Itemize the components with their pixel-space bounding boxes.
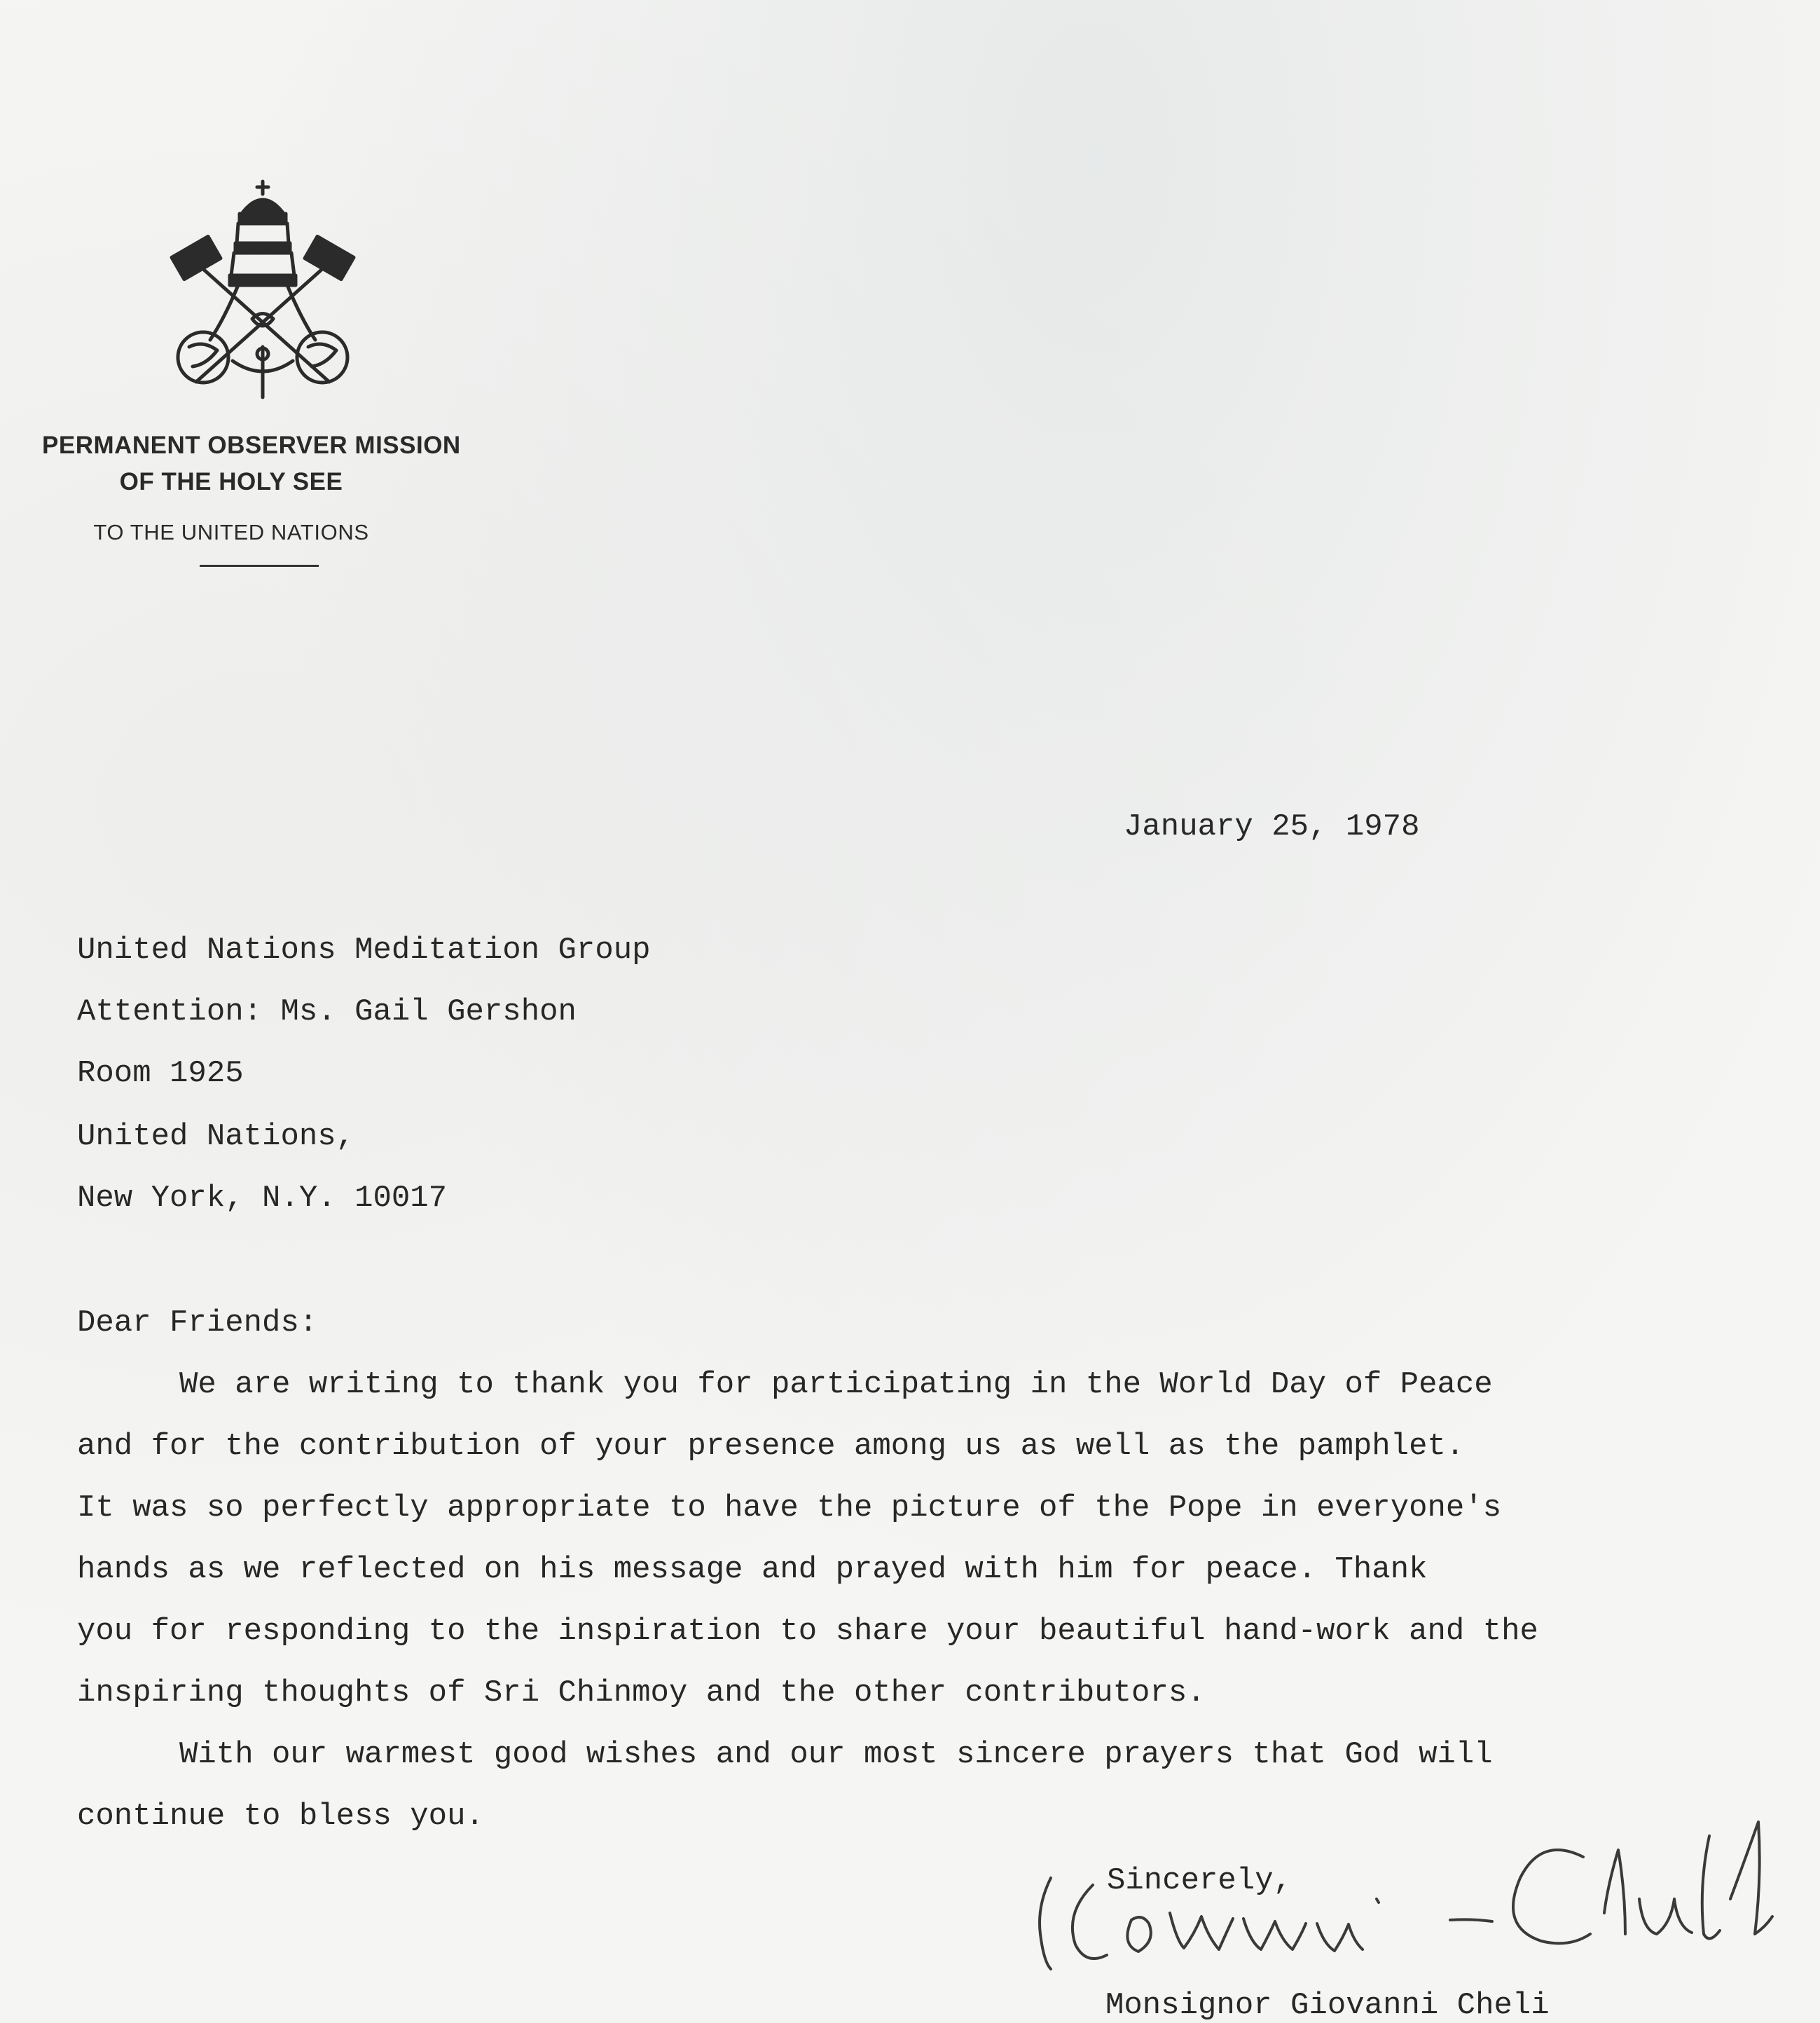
letterhead-line-3: TO THE UNITED NATIONS — [93, 520, 369, 544]
signer-name: Monsignor Giovanni Cheli — [1105, 1988, 1550, 2023]
papal-keys-tiara-icon — [168, 179, 357, 403]
body-line: hands as we reflected on his message and prayed with him for peace. Thank — [77, 1552, 1428, 1587]
recipient-line-3: Room 1925 — [77, 1056, 244, 1091]
recipient-line-2: Attention: Ms. Gail Gershon — [77, 994, 577, 1029]
body-line: We are writing to thank you for participating in the World Day of Peace — [179, 1367, 1493, 1402]
body-line: inspiring thoughts of Sri Chinmoy and the other contributors. — [77, 1675, 1206, 1710]
body-line: you for responding to the inspiration to share your beautiful hand-work and the — [77, 1614, 1538, 1649]
recipient-line-4: United Nations, — [77, 1119, 355, 1154]
recipient-line-1: United Nations Meditation Group — [77, 933, 651, 968]
recipient-line-5: New York, N.Y. 10017 — [77, 1181, 448, 1216]
body-line: and for the contribution of your presence among us as well as the pamphlet. — [77, 1429, 1465, 1464]
salutation: Dear Friends: — [77, 1305, 318, 1340]
handwritten-signature — [1009, 1794, 1779, 2004]
letter-date: January 25, 1978 — [1124, 809, 1420, 844]
closing: Sincerely, — [1107, 1863, 1292, 1898]
letterhead-line-1: PERMANENT OBSERVER MISSION — [42, 432, 461, 459]
body-line: With our warmest good wishes and our most sincere prayers that God will — [179, 1737, 1493, 1772]
body-line: continue to bless you. — [77, 1799, 484, 1834]
letterhead-line-2: OF THE HOLY SEE — [119, 468, 343, 495]
letterhead-rule — [200, 565, 319, 567]
body-line: It was so perfectly appropriate to have the picture of the Pope in everyone's — [77, 1490, 1502, 1525]
